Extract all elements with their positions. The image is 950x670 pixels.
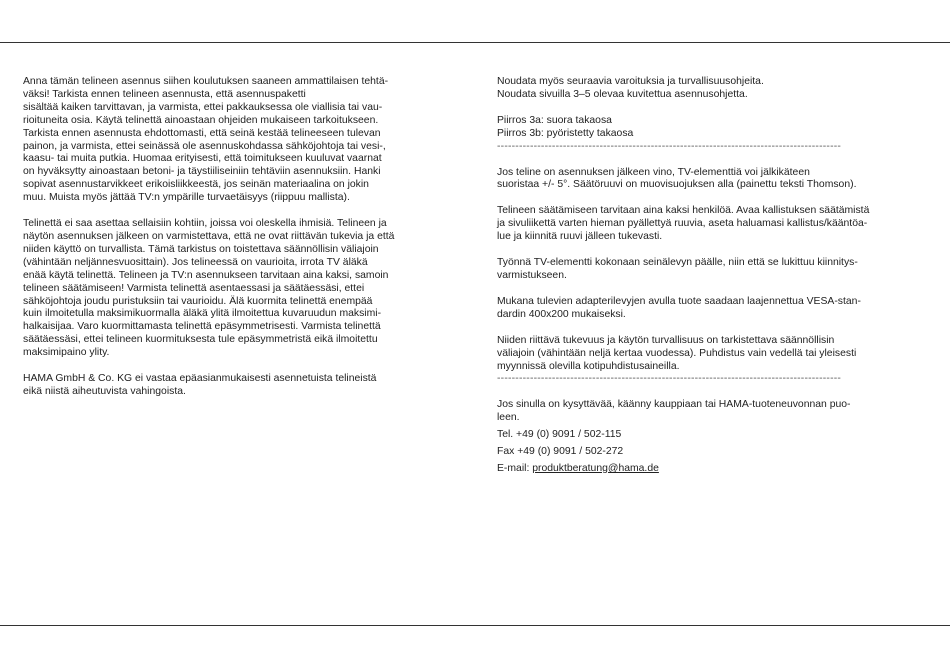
text-line: eikä niistä aiheutuvista vahingoista. bbox=[23, 385, 186, 397]
mount-paragraph bbox=[497, 257, 932, 283]
text-line: Jos teline on asennuksen jälkeen vino, TV-elementtiä voi jälkikäteen bbox=[497, 166, 810, 178]
email-link[interactable]: produktberatung@hama.de bbox=[532, 462, 659, 474]
text-line: Noudata sivuilla 3–5 olevaa kuvitettua asennusohjetta. bbox=[497, 88, 748, 100]
text-line: näytön asennuksen jälkeen on varmistettava, että ne ovat riittävän tukevia ja että bbox=[23, 230, 395, 242]
tilt-paragraph bbox=[497, 205, 932, 244]
text-line: dardin 400x200 mukaiseksi. bbox=[497, 308, 626, 320]
right-column bbox=[497, 76, 932, 480]
text-line: suoristaa +/- 5°. Säätöruuvi on muovisuojuksen alla (painettu teksti Thomson). bbox=[497, 179, 857, 191]
spacer bbox=[497, 154, 932, 167]
text-line: Tarkista ennen asennusta ehdottomasti, että seinä kestää telineeseen tulevan bbox=[23, 127, 381, 139]
text-line: maksimipaino ylity. bbox=[23, 347, 110, 359]
safety-paragraph-2 bbox=[23, 218, 463, 360]
left-column bbox=[23, 76, 463, 412]
text-line: HAMA GmbH & Co. KG ei vastaa epäasianmukaisesti asennetuista telineistä bbox=[23, 373, 377, 385]
adjust-paragraph bbox=[497, 167, 932, 193]
text-line: painon, ja varmista, ettei seinässä ole asennuskohdassa sähköjohtoja tai vesi-, bbox=[23, 140, 386, 152]
maintenance-paragraph bbox=[497, 335, 932, 387]
top-rule bbox=[0, 42, 950, 43]
text-line: sopivat asennustarvikkeet erikoisliikkeestä, jos seinän materiaalina on jokin bbox=[23, 179, 369, 191]
text-line: myynnissä olevilla kotipuhdistusaineilla. bbox=[497, 360, 680, 372]
text-line: telineen säätämiseen! Varmista telinettä asentaessasi ja säätäessäsi, ettei bbox=[23, 282, 365, 294]
text-line: sähköjohtoja joudu puristuksiin tai vaurioidu. Älä kuormita telinettä enempää bbox=[23, 295, 373, 307]
figure-caption: Piirros 3a: suora takaosa bbox=[497, 114, 612, 126]
phone-number: Tel. +49 (0) 9091 / 502-115 bbox=[497, 429, 622, 441]
fax-number: Fax +49 (0) 9091 / 502-272 bbox=[497, 446, 624, 458]
intro-paragraph bbox=[497, 76, 932, 102]
text-line: (vähintään neljännesvuosittain). Jos telineessä on vaurioita, irrota TV äläkä bbox=[23, 256, 368, 268]
text-line: Mukana tulevien adapterilevyjen avulla tuote saadaan laajennettua VESA-stan- bbox=[497, 295, 861, 307]
email-row bbox=[497, 463, 932, 476]
text-line: Jos sinulla on kysyttävää, käänny kauppiaan tai HAMA-tuoteneuvonnan puo- bbox=[497, 399, 851, 411]
figure-caption: Piirros 3b: pyöristetty takaosa bbox=[497, 127, 634, 139]
text-line: kuin ilmoitetulla maksimikuormalla äläkä ylitä ilmoitettua kuvaruudun maksimi- bbox=[23, 308, 382, 320]
text-line: Työnnä TV-elementti kokonaan seinälevyn päälle, niin että se lukittuu kiinnitys- bbox=[497, 257, 858, 269]
text-line: Noudata myös seuraavia varoituksia ja turvallisuusohjeita. bbox=[497, 76, 764, 87]
text-line: väksi! Tarkista ennen telineen asennusta, että asennuspaketti bbox=[23, 88, 306, 100]
text-line: ja sivuliikettä varten hieman pyällettyä ruuvia, aseta haluamasi kallistus/kääntöa- bbox=[497, 218, 868, 230]
dashed-separator: ---------------------------------------------------------------------------------------------- bbox=[497, 140, 842, 152]
figure-list bbox=[497, 115, 932, 154]
email-label: E-mail: bbox=[497, 462, 533, 474]
bottom-rule bbox=[0, 625, 950, 626]
text-line: Telineen säätämiseen tarvitaan aina kaksi henkilöä. Avaa kallistuksen säätämistä bbox=[497, 205, 870, 217]
text-line: on hyväksytty ainoastaan betoni- ja täystiiliseiniin tehtäviin asennuksiin. Hanki bbox=[23, 166, 381, 178]
contact-intro bbox=[497, 399, 932, 425]
text-line: Niiden riittävä tukevuus ja käytön turvallisuus on tarkistettava säännöllisin bbox=[497, 334, 835, 346]
text-line: leen. bbox=[497, 412, 520, 424]
text-line: Anna tämän telineen asennus siihen koulutuksen saaneen ammattilaisen tehtä- bbox=[23, 76, 389, 87]
text-line: Telinettä ei saa asettaa sellaisiin kohtiin, joissa voi oleskella ihmisiä. Telineen ja bbox=[23, 218, 387, 230]
safety-paragraph-1 bbox=[23, 76, 463, 205]
text-line: enää käytä telinettä. Telineen ja TV:n asennukseen tarvitaan aina kaksi, samoin bbox=[23, 269, 389, 281]
spacer bbox=[497, 386, 932, 399]
text-line: muu. Muista myös jättää TV:n ympärille turvaetäisyys (riippuu mallista). bbox=[23, 192, 350, 204]
text-line: sisältää kaiken tarvittavan, ja varmista, ettei pakkauksessa ole viallisia tai vau- bbox=[23, 101, 383, 113]
text-line: varmistukseen. bbox=[497, 269, 567, 281]
vesa-paragraph bbox=[497, 296, 932, 322]
text-line: lue ja kiinnitä ruuvi jälleen tukevasti. bbox=[497, 231, 663, 243]
text-line: säätäessäsi, ettei telineen kuormituksesta tule epäsymmetristä eikä ilmoitettu bbox=[23, 334, 378, 346]
text-line: rioituneita osia. Käytä telinettä ainoastaan ohjeiden mukaiseen tarkoitukseen. bbox=[23, 114, 379, 126]
dashed-separator: ---------------------------------------------------------------------------------------------- bbox=[497, 373, 842, 385]
text-line: niiden käyttö on turvallista. Tämä tarkistus on toistettava säännöllisin väliajoin bbox=[23, 243, 379, 255]
text-line: halkaisijaa. Varo kuormittamasta telinettä epäsymmetrisesti. Varmista telinettä bbox=[23, 321, 381, 333]
text-line: väliajoin (vähintään neljä kertaa vuodessa). Puhdistus vain vedellä tai yleisesti bbox=[497, 347, 857, 359]
text-line: kaasu- tai muita putkia. Huomaa erityisesti, että toimitukseen kuuluvat vaarnat bbox=[23, 153, 382, 165]
liability-paragraph bbox=[23, 373, 463, 399]
